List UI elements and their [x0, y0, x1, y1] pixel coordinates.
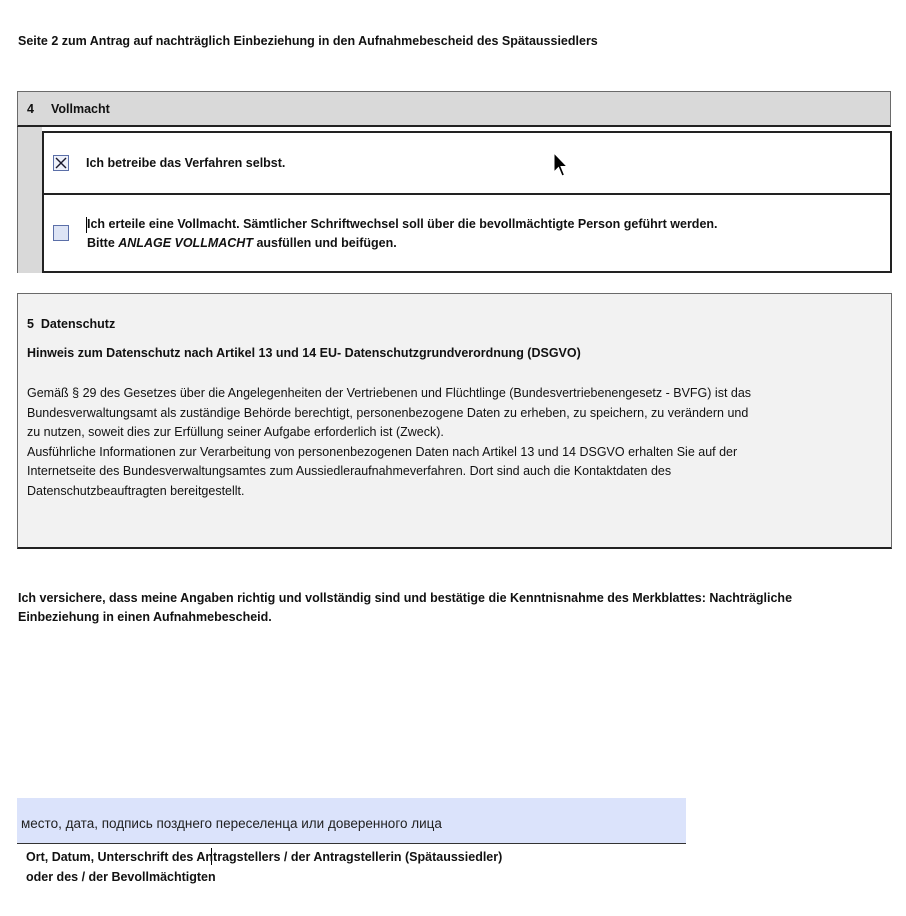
checkbox-self-proceeding[interactable]	[53, 155, 69, 171]
power-of-attorney-line1: Ich erteile eine Vollmacht. Sämtlicher Schriftwechsel soll über die bevollmächtigte Person geführt werden.	[87, 217, 718, 231]
anlage-vollmacht-emphasis: ANLAGE VOLLMACHT	[118, 236, 253, 250]
signature-label	[26, 848, 502, 887]
section-4-number: 4	[27, 102, 34, 116]
paragraph-line: zu nutzen, soweit dies zur Erfüllung seiner Aufgabe erforderlich ist (Zweck).	[27, 425, 444, 440]
label-power-of-attorney	[87, 215, 718, 253]
section-4-divider	[42, 193, 892, 195]
power-of-attorney-line2: Bitte ANLAGE VOLLMACHT ausfüllen und beifügen.	[87, 236, 397, 250]
section-5-title: 5 Datenschutz	[27, 317, 116, 331]
signature-input-field[interactable]	[17, 798, 686, 844]
paragraph-line: Bundesverwaltungsamt als zuständige Behörde berechtigt, personenbezogene Daten zu erheben, zu speichern, zu verändern und	[27, 405, 749, 420]
paragraph-line: Datenschutzbeauftragten bereitgestellt.	[27, 483, 245, 498]
check-cross-icon	[54, 156, 68, 170]
signature-label-line1: Ort, Datum, Unterschrift des Antragstellers / der Antragstellerin (Spätaussiedler)	[26, 850, 503, 864]
assurance-line1: Ich versichere, dass meine Angaben richtig und vollständig sind und bestätige die Kenntnisnahme des Merkblattes: Nachträgliche	[18, 591, 793, 605]
paragraph-line: Internetseite des Bundesverwaltungsamtes zum Aussiedleraufnahmeverfahren. Dort sind auch die Kontaktdaten des	[27, 464, 672, 479]
section-4-header	[17, 91, 891, 127]
section-5-subtitle: Hinweis zum Datenschutz nach Artikel 13 und 14 EU- Datenschutzgrundverordnung (DSGVO)	[27, 346, 581, 360]
paragraph-line: Gemäß § 29 des Gesetzes über die Angelegenheiten der Vertriebenen und Flüchtlinge (Bundesvertriebenengesetz - BVFG) ist das	[27, 386, 752, 400]
assurance-line2: Einbeziehung in einen Aufnahmebescheid.	[18, 610, 272, 624]
page-title: Seite 2 zum Antrag auf nachträglich Einbeziehung in den Aufnahmebescheid des Spätaussiedlers	[18, 34, 598, 48]
section-4-gutter	[17, 127, 42, 273]
signature-label-line2: oder des / der Bevollmächtigten	[26, 869, 216, 884]
signature-field-value: место, дата, подпись позднего переселенца или доверенного лица	[21, 816, 442, 831]
mouse-pointer-icon	[553, 152, 569, 178]
label-self-proceeding: Ich betreibe das Verfahren selbst.	[86, 156, 286, 170]
assurance-statement	[18, 589, 898, 627]
paragraph-line: Ausführliche Informationen zur Verarbeitung von personenbezogenen Daten nach Artikel 13 und 14 DSGVO erhalten Sie auf der	[27, 444, 738, 459]
section-4-title: Vollmacht	[51, 102, 110, 116]
section-5-datenschutz	[17, 293, 892, 549]
section-5-paragraph	[27, 384, 887, 502]
checkbox-power-of-attorney[interactable]	[53, 225, 69, 241]
